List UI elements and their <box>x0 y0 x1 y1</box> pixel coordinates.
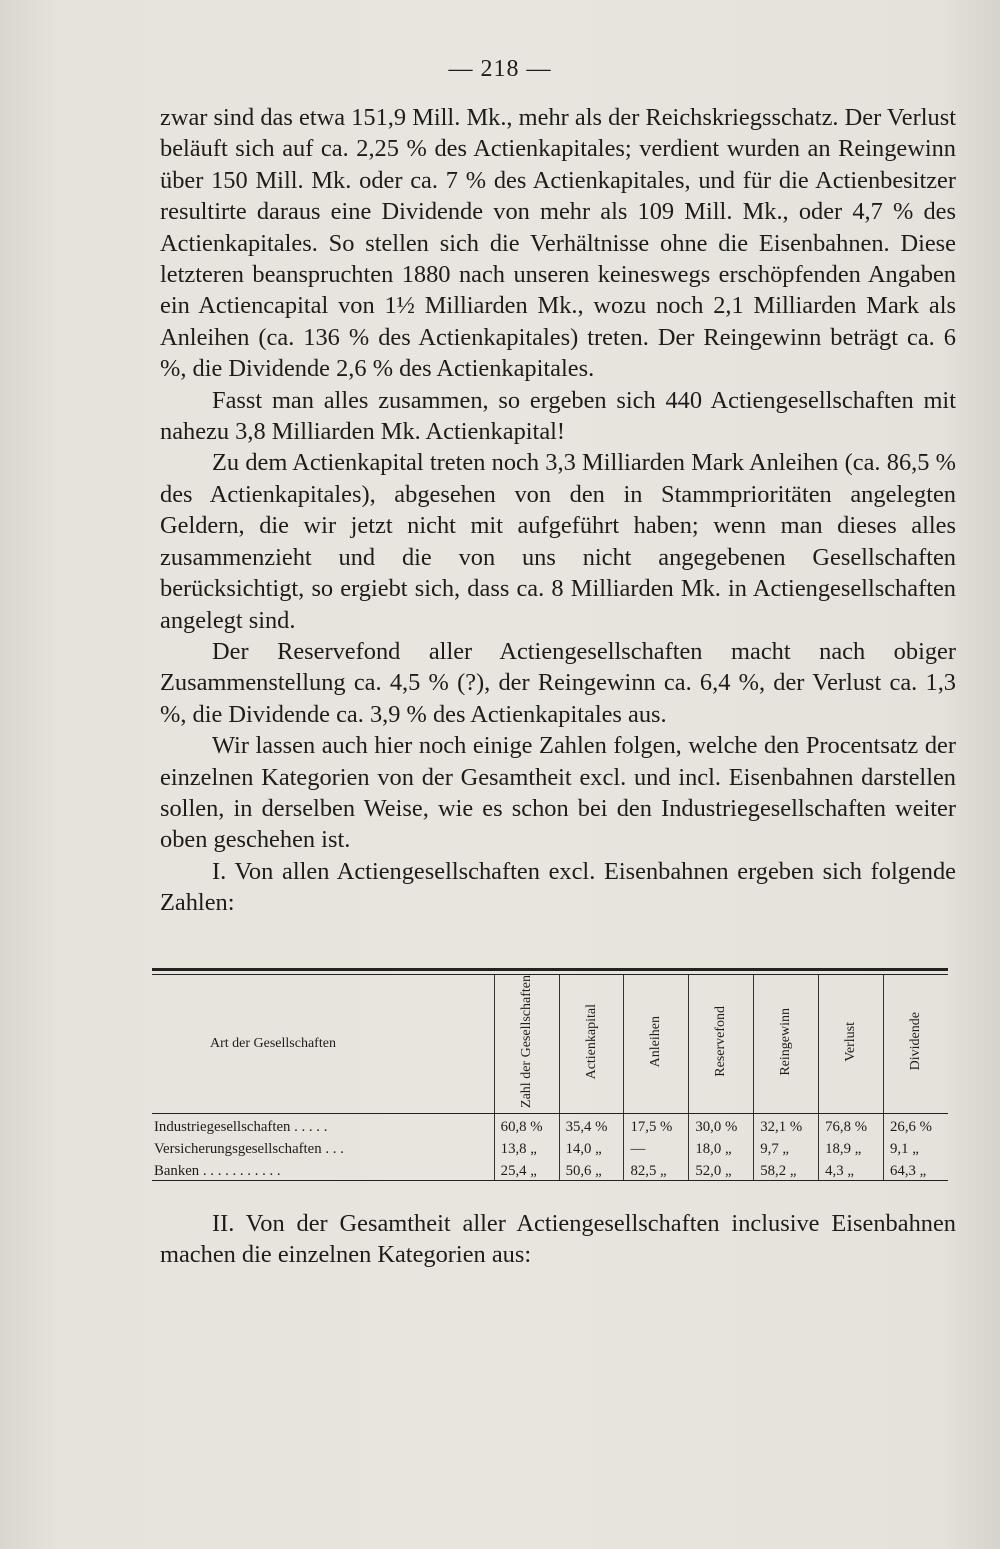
table-row <box>152 1113 948 1136</box>
table-cell: 32,1 % <box>754 1113 819 1136</box>
table-cell: 76,8 % <box>819 1113 884 1136</box>
table-cell: 64,3 „ <box>884 1158 948 1180</box>
paragraph-2: Fasst man alles zusammen, so ergeben sich 440 Actiengesellschaften mit nahezu 3,8 Milliarden Mk. Actienkapital! <box>160 386 956 446</box>
column-header-category: Art der Gesellschaften <box>152 975 494 1113</box>
statistics-table-block <box>152 968 948 1181</box>
table-row <box>152 1158 948 1180</box>
table-cell: 82,5 „ <box>624 1158 689 1180</box>
column-header-count: Zahl der Gesellschaften <box>494 975 559 1113</box>
table-cell: 17,5 % <box>624 1113 689 1136</box>
paragraph-5: Wir lassen auch hier noch einige Zahlen folgen, welche den Procentsatz der einzelnen Kategorien von der Gesamtheit excl. und incl. Eisenbahnen darstellen sollen, in derselben Weise, wie es schon bei den Industriegesellschaften weiter oben geschehen ist. <box>160 732 956 854</box>
column-header-dividend: Dividende <box>884 975 948 1113</box>
table-top-rule <box>152 968 948 971</box>
table-header-row <box>152 975 948 1113</box>
paragraph-3: Zu dem Actienkapital treten noch 3,3 Milliarden Mark Anleihen (ca. 86,5 % des Actienkapitales), abgesehen von den in Stammprioritäten angelegten Geldern, die wir jetzt nicht mit aufgeführt haben; wenn man dieses alles zusammenzieht und die von uns nicht angegebenen Gesellschaften berücksichtigt, so ergiebt sich, dass ca. 8 Milliarden Mk. in Actiengesellschaften angelegt sind. <box>160 449 956 634</box>
table-cell: 60,8 % <box>494 1113 559 1136</box>
table-cell: 13,8 „ <box>494 1136 559 1158</box>
table-cell: 9,1 „ <box>884 1136 948 1158</box>
table-cell: 4,3 „ <box>819 1158 884 1180</box>
table-cell: 35,4 % <box>559 1113 624 1136</box>
table-cell: 26,6 % <box>884 1113 948 1136</box>
paragraph-4: Der Reservefond aller Actiengesellschaften macht nach obiger Zusammenstellung ca. 4,5 % (?), der Reingewinn ca. 6,4 %, der Verlust ca. 1,3 %, die Dividende ca. 3,9 % des Actienkapitales aus. <box>160 637 956 728</box>
table-cell: 18,9 „ <box>819 1136 884 1158</box>
paragraph-6: I. Von allen Actiengesellschaften excl. Eisenbahnen ergeben sich folgende Zahlen: <box>160 857 956 917</box>
table-cell: 25,4 „ <box>494 1158 559 1180</box>
closing-text <box>160 1208 956 1271</box>
table-cell: 18,0 „ <box>689 1136 754 1158</box>
column-header-loss: Verlust <box>819 975 884 1113</box>
main-text <box>160 102 956 919</box>
row-label: Versicherungsgesellschaften . . . <box>154 1140 344 1157</box>
table-row <box>152 1136 948 1158</box>
column-header-loans: Anleihen <box>624 975 689 1113</box>
table-cell: 50,6 „ <box>559 1158 624 1180</box>
table-cell: 30,0 % <box>689 1113 754 1136</box>
table-cell: 14,0 „ <box>559 1136 624 1158</box>
table-cell: 52,0 „ <box>689 1158 754 1180</box>
row-label: Banken . . . . . . . . . . . <box>154 1162 281 1179</box>
table-bottom-rule <box>152 1180 948 1181</box>
statistics-table <box>152 975 948 1180</box>
table-cell: — <box>624 1136 689 1158</box>
paragraph-7: II. Von der Gesamtheit aller Actiengesellschaften inclusive Eisenbahnen machen die einzelnen Kategorien aus: <box>160 1210 956 1269</box>
table-cell: 9,7 „ <box>754 1136 819 1158</box>
table-cell: 58,2 „ <box>754 1158 819 1180</box>
column-header-net-profit: Reingewinn <box>754 975 819 1113</box>
paragraph-1: zwar sind das etwa 151,9 Mill. Mk., mehr als der Reichskriegsschatz. Der Verlust beläuft sich auf ca. 2,25 % des Actienkapitales; verdient wurden an Reingewinn über 150 Mill. Mk. oder ca. 7 % des Actienkapitales, und für die Actienbesitzer resultirte daraus eine Dividende von mehr als 109 Mill. Mk., oder 4,7 % des Actienkapitales. So stellen sich die Verhältnisse ohne die Eisenbahnen. Diese letzteren beanspruchten 1880 nach unseren keineswegs erschöpfenden Angaben ein Actiencapital von 1½ Milliarden Mk., wozu noch 2,1 Milliarden Mark als Anleihen (ca. 136 % des Actienkapitales) treten. Der Reingewinn beträgt ca. 6 %, die Dividende 2,6 % des Actienkapitales. <box>160 104 956 383</box>
column-header-reserve-fund: Reservefond <box>689 975 754 1113</box>
column-header-share-capital: Actienkapital <box>559 975 624 1113</box>
row-label: Industriegesellschaften . . . . . <box>154 1118 328 1135</box>
page-number: — 218 — <box>448 56 552 82</box>
